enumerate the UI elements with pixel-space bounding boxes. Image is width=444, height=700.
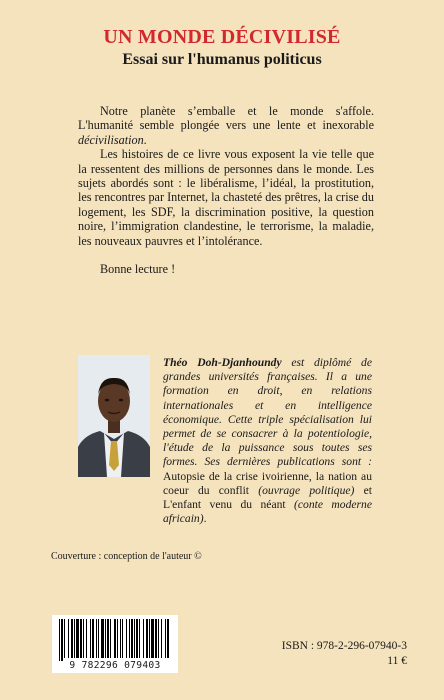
bio-intro: est diplômé de grandes universités françaises. Il a une formation en droit, en relations internationales et en intelligence économique. Cette triple spécialisation lui permet de se consacrer à la potentiologie, l'étude de la puissance sous toutes ses formes. Ses dernières publications sont : <box>163 356 372 469</box>
summary-paragraph-2: Les histoires de ce livre vous exposent la vie telle que la ressentent des millions de personnes dans le monde. Les sujets abordés sont : le libéralisme, l’idéal, la prostitution, les rencontres par Internet, la chasteté des prêtres, la crise du logement, les SDF, la discrimination positive, la question noire, l’immigration clandestine, le terrorisme, la maladie, les nouveaux pauvres et l’intolérance. <box>78 147 374 248</box>
book-subtitle: Essai sur l'humanus politicus <box>122 51 322 68</box>
author-biography <box>163 356 372 526</box>
isbn: ISBN : 978-2-296-07940-3 <box>281 640 407 652</box>
barcode-bars <box>57 619 173 661</box>
author-photo <box>78 355 150 477</box>
cover-credit: Couverture : conception de l'auteur © <box>51 551 202 562</box>
price: 11 € <box>387 655 407 667</box>
summary-emphasis: décivilisation <box>78 132 144 147</box>
bio-work-2-genre: (conte moderne africain) <box>163 498 372 526</box>
bio-work-1-genre: (ouvrage politique) <box>258 483 355 497</box>
author-portrait-image <box>78 355 150 477</box>
summary-text-end: . <box>143 132 147 147</box>
bio-end: . <box>203 512 207 526</box>
barcode <box>52 615 178 673</box>
summary-text: Notre planète s’emballe et le monde s'affole. L'humanité semble plongée vers une lente et inexorable <box>78 104 374 133</box>
bio-work-2: et L'enfant venu du néant <box>163 483 372 512</box>
barcode-digits: 9 782296 079403 <box>69 660 161 671</box>
summary-paragraph-1 <box>78 104 374 147</box>
book-title: UN MONDE DÉCIVILISÉ <box>103 26 341 48</box>
bio-work-1: Autopsie de la crise ivoirienne, la nation au coeur du conflit <box>163 469 372 497</box>
author-name: Théo Doh-Djanhoundy <box>163 356 282 369</box>
summary-closing: Bonne lecture ! <box>100 262 176 277</box>
book-summary <box>78 104 374 276</box>
